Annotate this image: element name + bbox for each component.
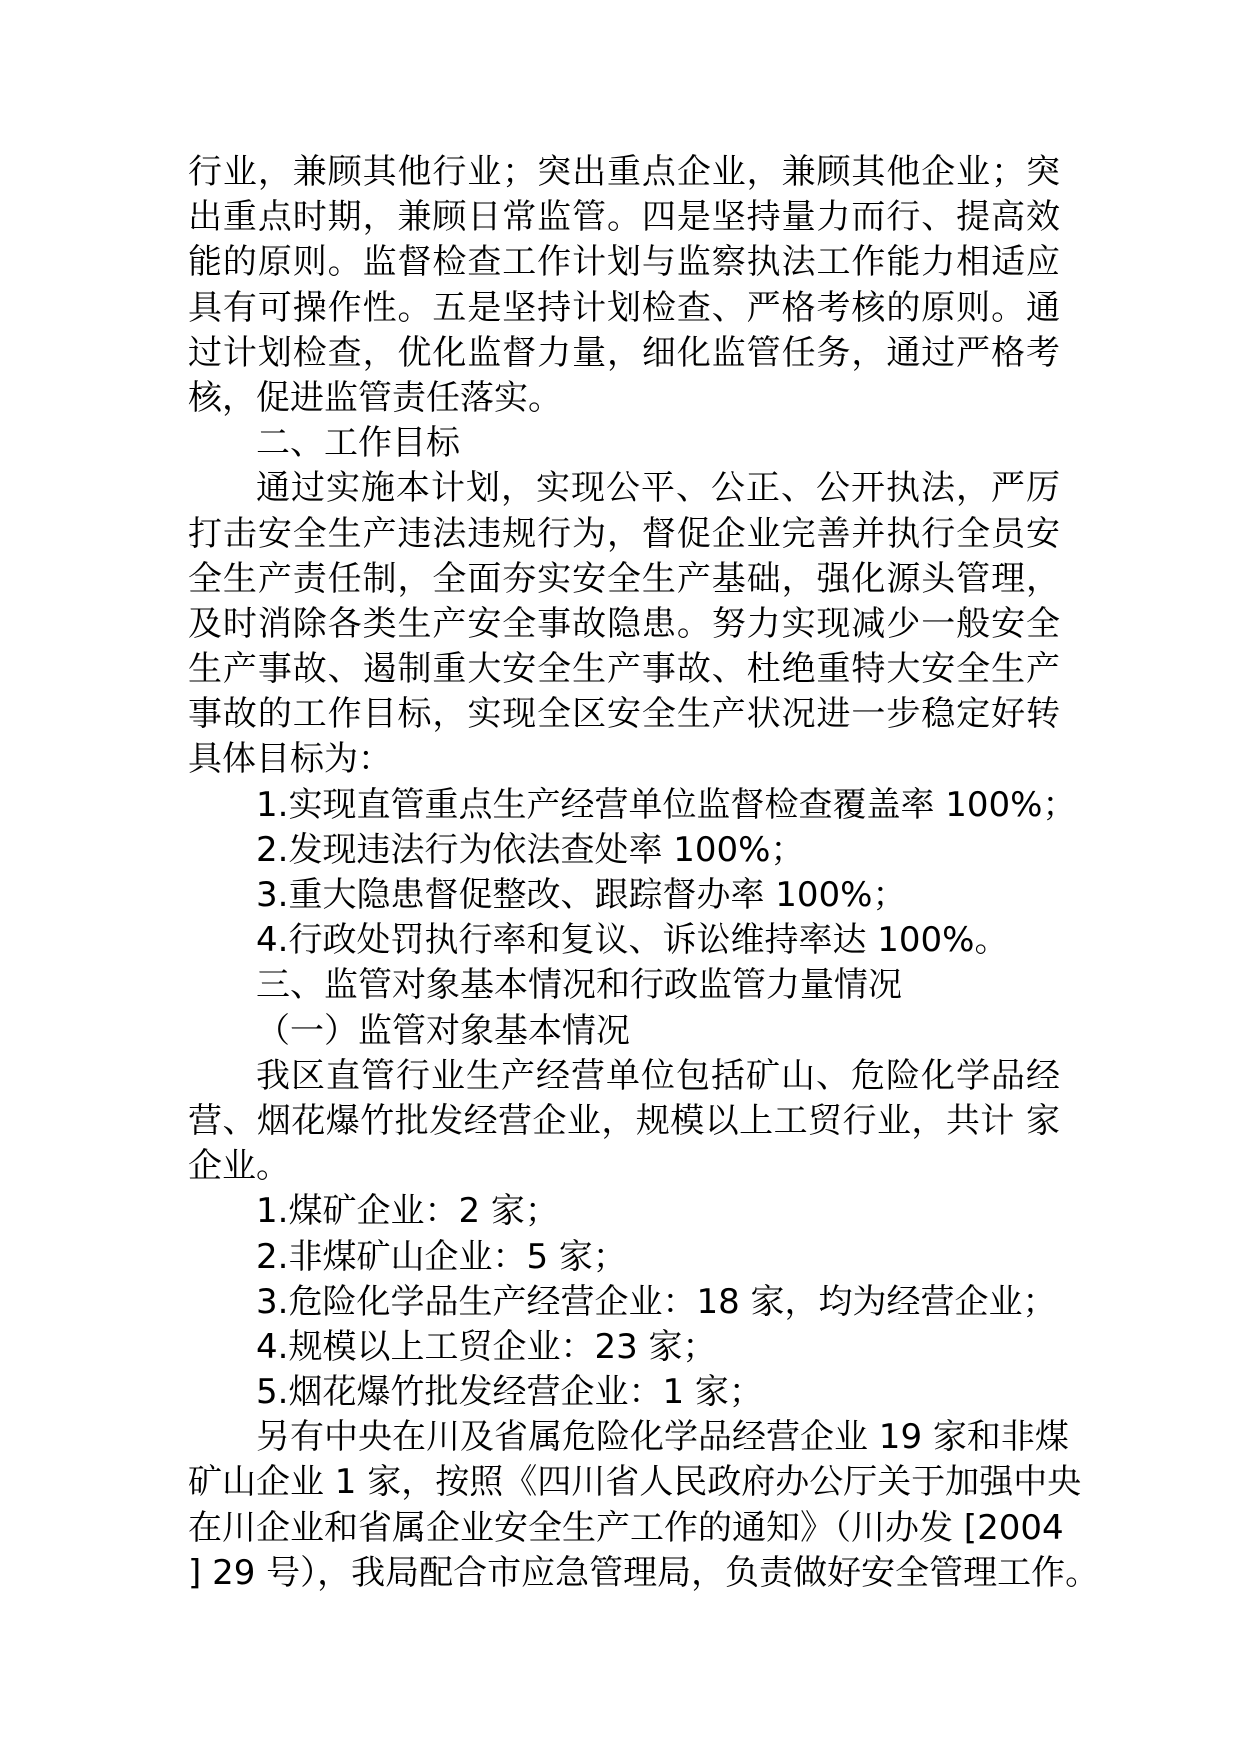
text-line: 打击安全生产违法违规行为，督促企业完善并执行全员安 <box>188 513 1060 554</box>
text-line: 能的原则。监督检查工作计划与监察执法工作能力相适应 <box>188 242 1060 283</box>
text-line: 出重点时期，兼顾日常监管。四是坚持量力而行、提高效 <box>188 197 1060 238</box>
section-heading-goals: 二、工作目标 <box>256 423 460 464</box>
text-line: 企业。 <box>188 1146 290 1187</box>
text-line: 生产事故、遏制重大安全生产事故、杜绝重特大安全生产 <box>188 649 1060 690</box>
text-line: 及时消除各类生产安全事故隐患。努力实现减少一般安全 <box>188 603 1060 644</box>
text-line: ] 29 号），我局配合市应急管理局，负责做好安全管理工作。 <box>188 1552 1100 1593</box>
list-item: 2.非煤矿山企业：5 家； <box>256 1236 627 1277</box>
list-item: 1.煤矿企业：2 家； <box>256 1191 559 1232</box>
list-item: 2.发现违法行为依法查处率 100%； <box>256 829 805 870</box>
text-line: 过计划检查，优化监督力量，细化监管任务，通过严格考 <box>188 332 1060 373</box>
subsection-heading: （一）监管对象基本情况 <box>256 1010 630 1051</box>
text-line: 事故的工作目标，实现全区安全生产状况进一步稳定好转 <box>188 694 1060 735</box>
body-text <box>188 150 1100 1596</box>
list-item: 4.行政处罚执行率和复议、诉讼维持率达 100%。 <box>256 920 1009 961</box>
list-item: 3.危险化学品生产经营企业：18 家，均为经营企业； <box>256 1281 1057 1322</box>
text-line: 在川企业和省属企业安全生产工作的通知》（川办发 [2004 <box>188 1507 1064 1548</box>
text-line: 具体目标为： <box>188 739 392 780</box>
list-item: 3.重大隐患督促整改、跟踪督办率 100%； <box>256 875 907 915</box>
text-line: 行业，兼顾其他行业；突出重点企业，兼顾其他企业；突 <box>188 152 1060 192</box>
text-line: 全生产责任制，全面夯实安全生产基础，强化源头管理， <box>188 558 1060 599</box>
text-line: 具有可操作性。五是坚持计划检查、严格考核的原则。通 <box>188 287 1060 328</box>
list-item: 5.烟花爆竹批发经营企业：1 家； <box>256 1372 763 1413</box>
section-heading-supervision: 三、监管对象基本情况和行政监管力量情况 <box>256 965 902 1006</box>
list-item: 4.规模以上工贸企业：23 家； <box>256 1326 717 1367</box>
list-item: 1.实现直管重点生产经营单位监督检查覆盖率 100%； <box>256 784 1077 825</box>
text-line: 矿山企业 1 家，按照《四川省人民政府办公厅关于加强中央 <box>188 1462 1082 1503</box>
text-line: 另有中央在川及省属危险化学品经营企业 19 家和非煤 <box>256 1417 1069 1458</box>
text-line: 我区直管行业生产经营单位包括矿山、危险化学品经 <box>256 1055 1060 1096</box>
text-line: 营、烟花爆竹批发经营企业，规模以上工贸行业，共计 家 <box>188 1100 1060 1141</box>
text-line: 通过实施本计划，实现公平、公正、公开执法，严厉 <box>256 468 1060 509</box>
text-line: 核，促进监管责任落实。 <box>188 377 562 418</box>
